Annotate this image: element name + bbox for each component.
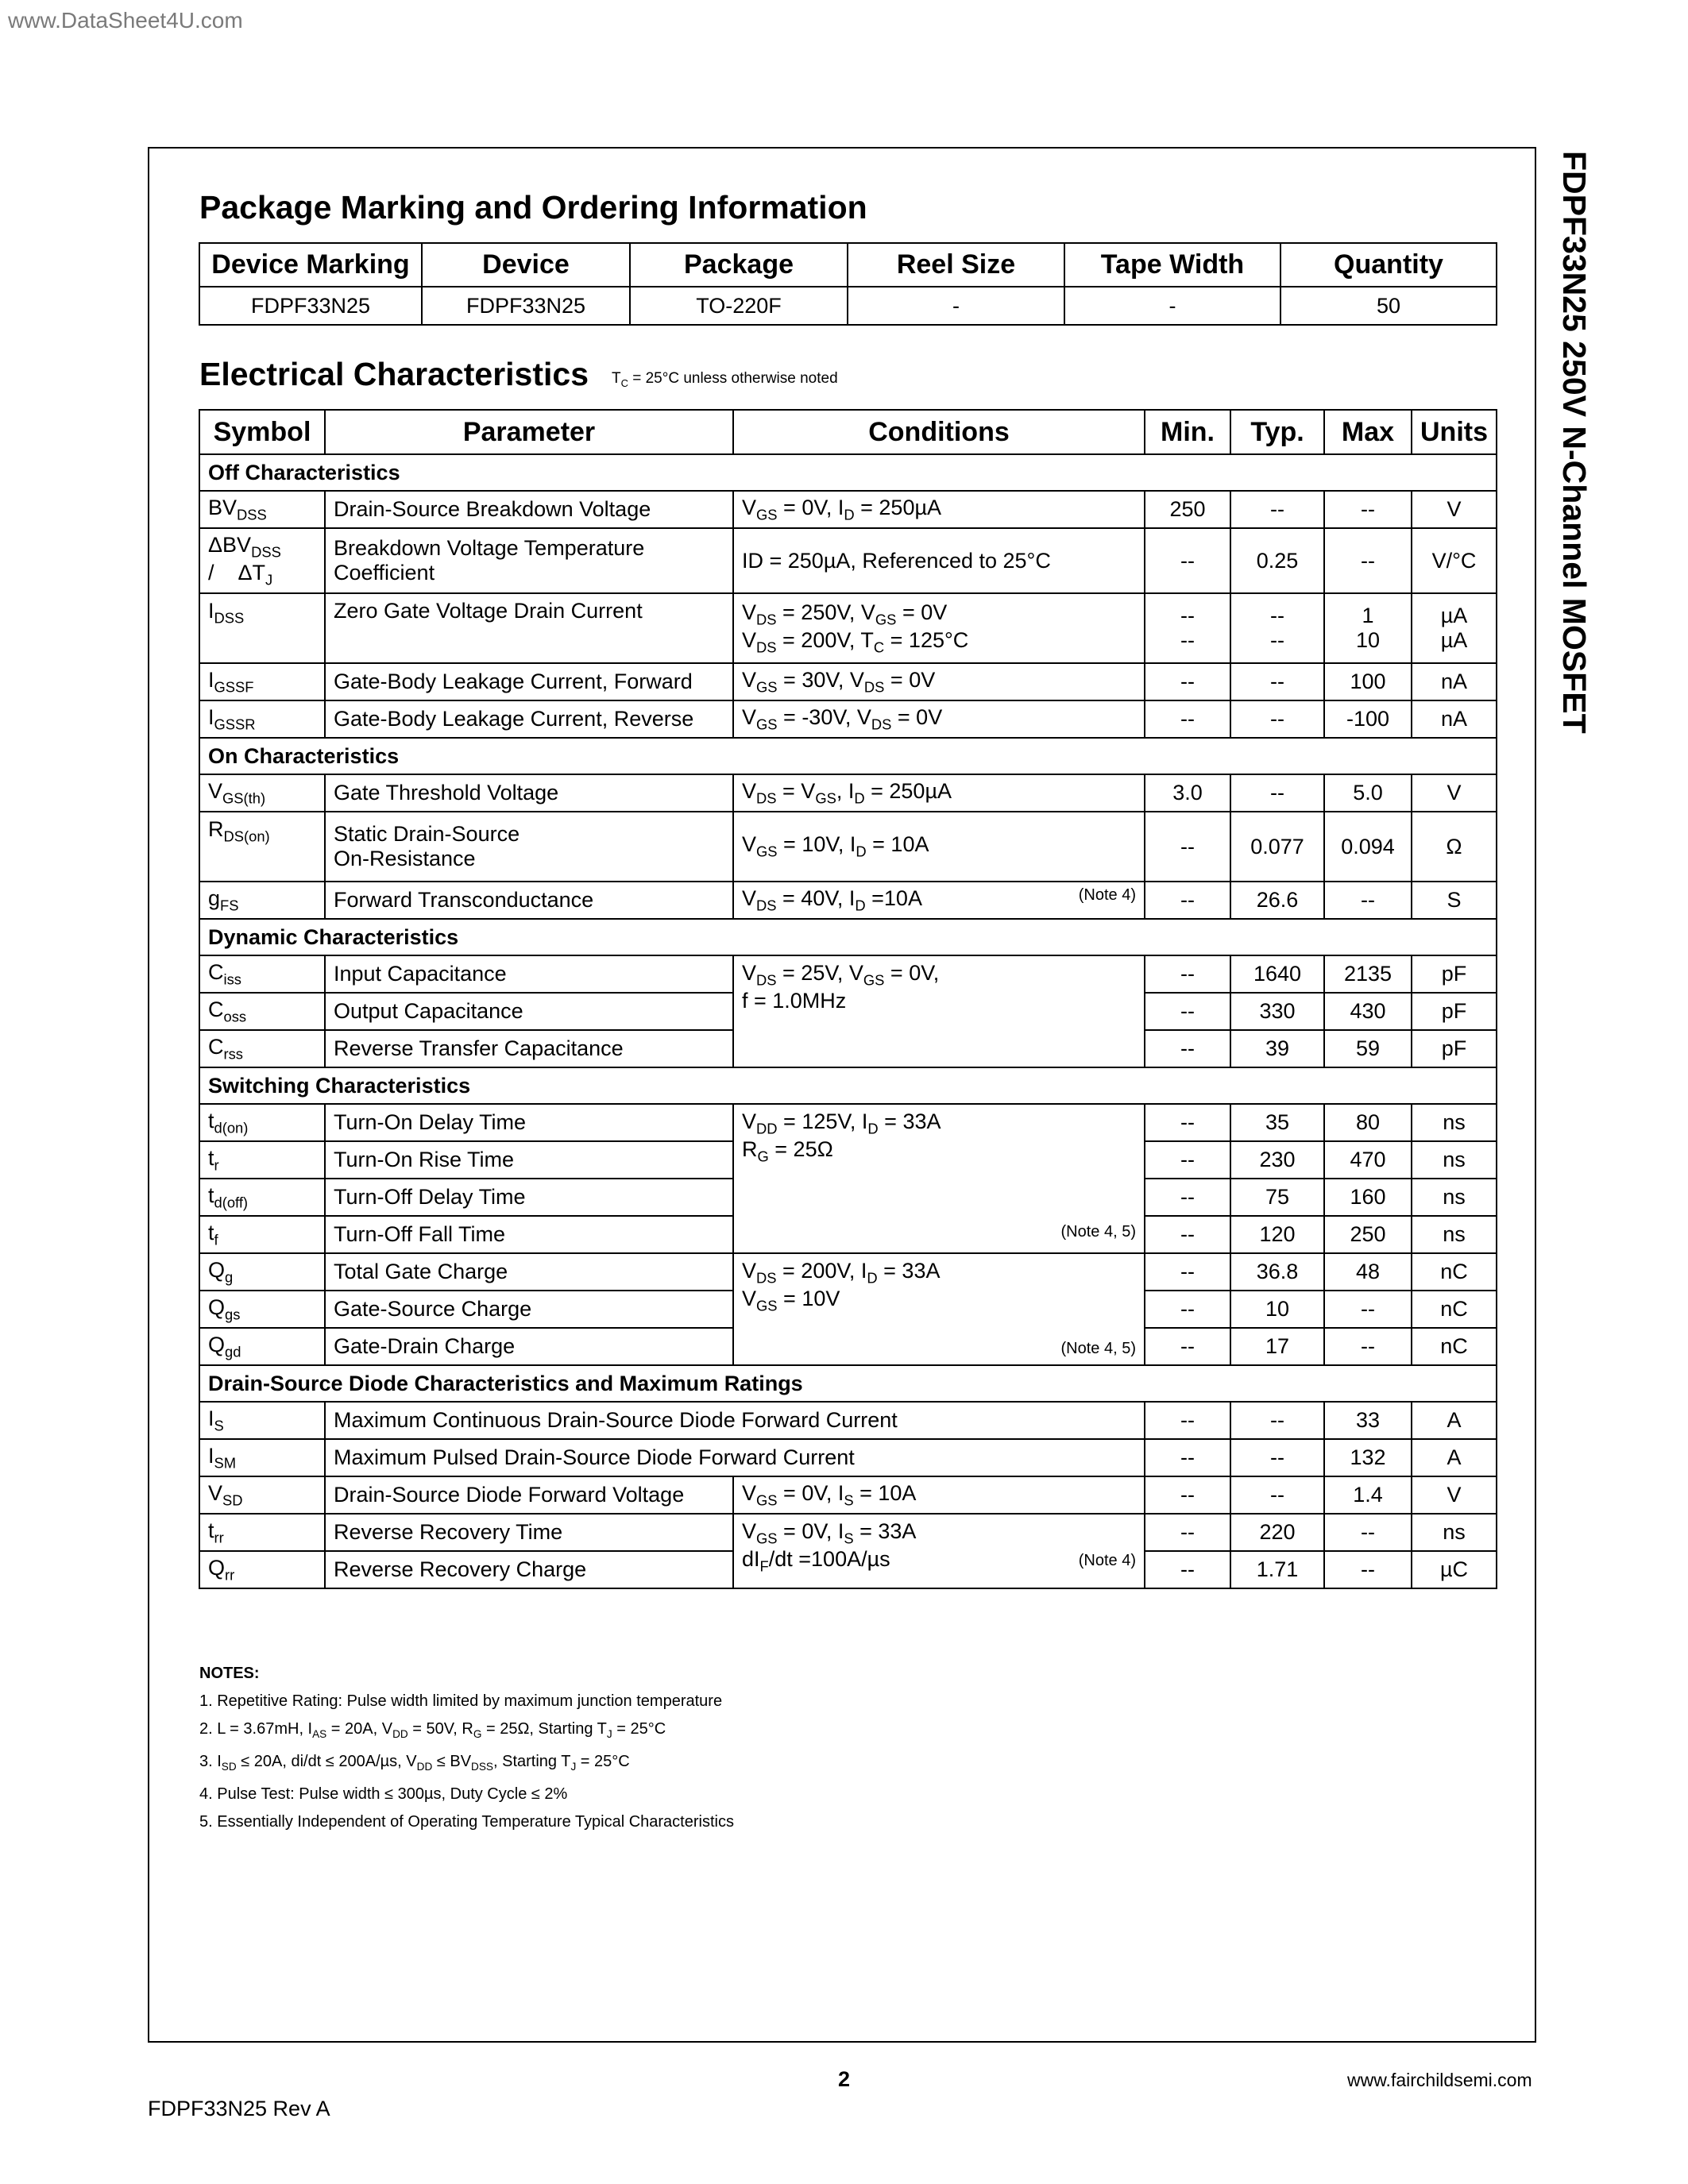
header-max: Max [1324, 410, 1412, 454]
max-qg: 48 [1324, 1253, 1412, 1291]
section-on: On Characteristics [199, 738, 1497, 774]
note-5: 5. Essentially Independent of Operating Temperature Typical Characteristics [199, 1813, 734, 1831]
symbol-coss: $C_{oss}$ [199, 993, 325, 1030]
max-idss: 1 10 [1324, 593, 1412, 663]
cond-gate-charge: $V_{DS} = 200V$, $I_D = 33A$ $V_{GS} = 10V$ (Note 4, 5) [733, 1253, 1145, 1365]
units-rdson: Ω [1412, 812, 1497, 882]
max-gfs: -- [1324, 882, 1412, 919]
cond-vgsth: $V_{DS} = V_{GS}$, $I_D = 250\mu A$ [733, 774, 1145, 812]
max-tr: 470 [1324, 1141, 1412, 1179]
min-gfs: -- [1145, 882, 1230, 919]
param-vsd: Drain-Source Diode Forward Voltage [325, 1476, 733, 1514]
table-row [199, 1402, 1497, 1439]
typ-ism: -- [1230, 1439, 1324, 1476]
max-qgd: -- [1324, 1328, 1412, 1365]
max-tdon: 80 [1324, 1104, 1412, 1141]
typ-coss: 330 [1230, 993, 1324, 1030]
max-dbv: -- [1324, 528, 1412, 593]
cond-recovery: $V_{GS} = 0V$, $I_S = 33A$ $dI_F/dt =100A/\mu s$ (Note 4) [733, 1514, 1145, 1588]
symbol-ciss: $C_{iss}$ [199, 955, 325, 993]
typ-tf: 120 [1230, 1216, 1324, 1253]
symbol-qrr: $Q_{rr}$ [199, 1551, 325, 1588]
symbol-idss: $I_{DSS}$ [199, 593, 325, 663]
param-dbv: Breakdown Voltage Temperature Coefficient [325, 528, 733, 593]
max-qrr: -- [1324, 1551, 1412, 1588]
max-rdson: 0.094 [1324, 812, 1412, 882]
min-is: -- [1145, 1402, 1230, 1439]
max-ism: 132 [1324, 1439, 1412, 1476]
max-vsd: 1.4 [1324, 1476, 1412, 1514]
min-dbv: -- [1145, 528, 1230, 593]
param-rdson: Static Drain-Source On-Resistance [325, 812, 733, 882]
header-min: Min. [1145, 410, 1230, 454]
symbol-tr: $t_r$ [199, 1141, 325, 1179]
cond-bvdss: $V_{GS} = 0V$, $I_D = 250\mu A$ [733, 491, 1145, 528]
max-igssr: -100 [1324, 700, 1412, 738]
units-is: A [1412, 1402, 1497, 1439]
symbol-bvdss: $BV_{DSS}$ [199, 491, 325, 528]
table-row [199, 1253, 1497, 1291]
typ-qgs: 10 [1230, 1291, 1324, 1328]
param-qgs: Gate-Source Charge [325, 1291, 733, 1328]
min-tr: -- [1145, 1141, 1230, 1179]
table-row [199, 812, 1497, 882]
min-qgs: -- [1145, 1291, 1230, 1328]
units-bvdss: V [1412, 491, 1497, 528]
min-tdoff: -- [1145, 1179, 1230, 1216]
table-row [199, 882, 1497, 919]
param-crss: Reverse Transfer Capacitance [325, 1030, 733, 1067]
table-row [199, 1104, 1497, 1141]
table-row [199, 1439, 1497, 1476]
symbol-rdson: $R_{DS(on)}$ [199, 812, 325, 882]
header-conditions: Conditions [733, 410, 1145, 454]
cond-vsd: $V_{GS} = 0V$, $I_S = 10A$ [733, 1476, 1145, 1514]
min-vgsth: 3.0 [1145, 774, 1230, 812]
typ-gfs: 26.6 [1230, 882, 1324, 919]
typ-vgsth: -- [1230, 774, 1324, 812]
min-qg: -- [1145, 1253, 1230, 1291]
min-crss: -- [1145, 1030, 1230, 1067]
typ-dbv: 0.25 [1230, 528, 1324, 593]
units-ciss: pF [1412, 955, 1497, 993]
table-row [199, 700, 1497, 738]
table-row [199, 663, 1497, 700]
units-trr: ns [1412, 1514, 1497, 1551]
min-bvdss: 250 [1145, 491, 1230, 528]
section-off: Off Characteristics [199, 454, 1497, 491]
units-tdon: ns [1412, 1104, 1497, 1141]
min-trr: -- [1145, 1514, 1230, 1551]
units-qgs: nC [1412, 1291, 1497, 1328]
electrical-condition-note: $T_C = 25^\circ C$ unless otherwise noted [612, 370, 838, 389]
table-row [199, 593, 1497, 663]
param-igssr: Gate-Body Leakage Current, Reverse [325, 700, 733, 738]
side-title: FDPF33N25 250V N-Channel MOSFET [1556, 151, 1593, 734]
page-number: 2 [838, 2067, 851, 2091]
units-vgsth: V [1412, 774, 1497, 812]
units-vsd: V [1412, 1476, 1497, 1514]
max-coss: 430 [1324, 993, 1412, 1030]
param-ciss: Input Capacitance [325, 955, 733, 993]
notes-title: NOTES: [199, 1665, 260, 1682]
electrical-header-row [199, 410, 1497, 454]
max-vgsth: 5.0 [1324, 774, 1412, 812]
section-dynamic: Dynamic Characteristics [199, 919, 1497, 955]
header-tape-width: Tape Width [1064, 243, 1280, 287]
min-qgd: -- [1145, 1328, 1230, 1365]
symbol-ism: $I_{SM}$ [199, 1439, 325, 1476]
section-diode: Drain-Source Diode Characteristics and Maximum Ratings [199, 1365, 1497, 1402]
package-table [199, 242, 1497, 326]
min-coss: -- [1145, 993, 1230, 1030]
max-igssf: 100 [1324, 663, 1412, 700]
typ-tdon: 35 [1230, 1104, 1324, 1141]
min-ism: -- [1145, 1439, 1230, 1476]
header-reel-size: Reel Size [848, 243, 1064, 287]
max-trr: -- [1324, 1514, 1412, 1551]
units-qg: nC [1412, 1253, 1497, 1291]
min-rdson: -- [1145, 812, 1230, 882]
symbol-vsd: $V_{SD}$ [199, 1476, 325, 1514]
param-tdoff: Turn-Off Delay Time [325, 1179, 733, 1216]
min-igssf: -- [1145, 663, 1230, 700]
package-header-row [199, 243, 1497, 287]
param-ism: Maximum Pulsed Drain-Source Diode Forward Current [325, 1439, 1145, 1476]
units-igssf: nA [1412, 663, 1497, 700]
electrical-section-title: Electrical Characteristics [199, 356, 589, 392]
note-3: 3. $I_{SD} \le 20A$, di/dt ≤ 200A/µs, $V_{DD} \le BV_{DSS}$, Starting $T_J = 25^\circ C$ [199, 1753, 630, 1773]
typ-rdson: 0.077 [1230, 812, 1324, 882]
typ-bvdss: -- [1230, 491, 1324, 528]
min-ciss: -- [1145, 955, 1230, 993]
note-4: 4. Pulse Test: Pulse width ≤ 300µs, Duty Cycle ≤ 2% [199, 1785, 568, 1803]
param-trr: Reverse Recovery Time [325, 1514, 733, 1551]
symbol-qgd: $Q_{gd}$ [199, 1328, 325, 1365]
param-qgd: Gate-Drain Charge [325, 1328, 733, 1365]
typ-ciss: 1640 [1230, 955, 1324, 993]
typ-trr: 220 [1230, 1514, 1324, 1551]
cond-capacitance: $V_{DS} = 25V$, $V_{GS} = 0V$, f = 1.0MHz [733, 955, 1145, 1067]
min-vsd: -- [1145, 1476, 1230, 1514]
param-qrr: Reverse Recovery Charge [325, 1551, 733, 1588]
notes-block [199, 1660, 734, 1836]
typ-qg: 36.8 [1230, 1253, 1324, 1291]
cell-device-marking: FDPF33N25 [199, 287, 422, 325]
min-idss: -- -- [1145, 593, 1230, 663]
symbol-igssf: $I_{GSSF}$ [199, 663, 325, 700]
note-2: 2. L = 3.67mH, $I_{AS} = 20A$, $V_{DD} = 50V$, $R_G = 25\Omega$, Starting $T_J = 25^\circ C$ [199, 1720, 666, 1740]
watermark-text[interactable]: www.DataSheet4U.com [8, 8, 243, 33]
header-symbol: Symbol [199, 410, 325, 454]
symbol-dbv: $\Delta BV_{DSS}$ / $\Delta T_J$ [199, 528, 325, 593]
param-qg: Total Gate Charge [325, 1253, 733, 1291]
table-row [199, 1476, 1497, 1514]
units-igssr: nA [1412, 700, 1497, 738]
units-dbv: V/°C [1412, 528, 1497, 593]
table-row [199, 1514, 1497, 1551]
cell-tape-width: - [1064, 287, 1280, 325]
cell-quantity: 50 [1280, 287, 1497, 325]
param-tr: Turn-On Rise Time [325, 1141, 733, 1179]
website-link[interactable]: www.fairchildsemi.com [1347, 2070, 1532, 2090]
symbol-tdoff: $t_{d(off)}$ [199, 1179, 325, 1216]
units-tdoff: ns [1412, 1179, 1497, 1216]
min-tdon: -- [1145, 1104, 1230, 1141]
header-units: Units [1412, 410, 1497, 454]
symbol-qgs: $Q_{gs}$ [199, 1291, 325, 1328]
package-section-title: Package Marking and Ordering Information [199, 189, 867, 226]
symbol-trr: $t_{rr}$ [199, 1514, 325, 1551]
table-row [199, 955, 1497, 993]
symbol-is: $I_S$ [199, 1402, 325, 1439]
units-ism: A [1412, 1439, 1497, 1476]
min-igssr: -- [1145, 700, 1230, 738]
units-gfs: S [1412, 882, 1497, 919]
header-typ: Typ. [1230, 410, 1324, 454]
note-1: 1. Repetitive Rating: Pulse width limited by maximum junction temperature [199, 1692, 723, 1710]
max-crss: 59 [1324, 1030, 1412, 1067]
cond-igssr: $V_{GS} = -30V$, $V_{DS} = 0V$ [733, 700, 1145, 738]
units-idss: µA µA [1412, 593, 1497, 663]
param-tdon: Turn-On Delay Time [325, 1104, 733, 1141]
typ-qgd: 17 [1230, 1328, 1324, 1365]
table-row [199, 491, 1497, 528]
cond-gfs: $V_{DS} = 40V$, $I_D =10A$ (Note 4) [733, 882, 1145, 919]
cond-idss: $V_{DS} = 250V$, $V_{GS} = 0V$ $V_{DS} = 200V$, $T_C = 125^\circ C$ [733, 593, 1145, 663]
cell-package: TO-220F [630, 287, 848, 325]
typ-tdoff: 75 [1230, 1179, 1324, 1216]
header-quantity: Quantity [1280, 243, 1497, 287]
package-data-row [199, 287, 1497, 325]
cell-reel-size: - [848, 287, 1064, 325]
symbol-vgsth: $V_{GS(th)}$ [199, 774, 325, 812]
typ-qrr: 1.71 [1230, 1551, 1324, 1588]
header-parameter: Parameter [325, 410, 733, 454]
max-bvdss: -- [1324, 491, 1412, 528]
typ-igssf: -- [1230, 663, 1324, 700]
revision-label: FDPF33N25 Rev A [148, 2097, 330, 2120]
units-qrr: µC [1412, 1551, 1497, 1588]
cond-igssf: $V_{GS} = 30V$, $V_{DS} = 0V$ [733, 663, 1145, 700]
param-vgsth: Gate Threshold Voltage [325, 774, 733, 812]
param-idss: Zero Gate Voltage Drain Current [325, 593, 733, 663]
param-is: Maximum Continuous Drain-Source Diode Forward Current [325, 1402, 1145, 1439]
typ-tr: 230 [1230, 1141, 1324, 1179]
symbol-tdon: $t_{d(on)}$ [199, 1104, 325, 1141]
units-qgd: nC [1412, 1328, 1497, 1365]
param-gfs: Forward Transconductance [325, 882, 733, 919]
min-tf: -- [1145, 1216, 1230, 1253]
symbol-gfs: $g_{FS}$ [199, 882, 325, 919]
symbol-igssr: $I_{GSSR}$ [199, 700, 325, 738]
cell-device: FDPF33N25 [422, 287, 630, 325]
units-crss: pF [1412, 1030, 1497, 1067]
typ-crss: 39 [1230, 1030, 1324, 1067]
header-device: Device [422, 243, 630, 287]
table-row [199, 774, 1497, 812]
cond-rdson: $V_{GS} = 10V$, $I_D = 10A$ [733, 812, 1145, 882]
symbol-tf: $t_f$ [199, 1216, 325, 1253]
table-row [199, 528, 1497, 593]
units-tr: ns [1412, 1141, 1497, 1179]
typ-vsd: -- [1230, 1476, 1324, 1514]
header-package: Package [630, 243, 848, 287]
max-ciss: 2135 [1324, 955, 1412, 993]
symbol-crss: $C_{rss}$ [199, 1030, 325, 1067]
max-qgs: -- [1324, 1291, 1412, 1328]
param-igssf: Gate-Body Leakage Current, Forward [325, 663, 733, 700]
max-tdoff: 160 [1324, 1179, 1412, 1216]
typ-igssr: -- [1230, 700, 1324, 738]
param-tf: Turn-Off Fall Time [325, 1216, 733, 1253]
typ-is: -- [1230, 1402, 1324, 1439]
units-coss: pF [1412, 993, 1497, 1030]
section-switching: Switching Characteristics [199, 1067, 1497, 1104]
min-qrr: -- [1145, 1551, 1230, 1588]
param-bvdss: Drain-Source Breakdown Voltage [325, 491, 733, 528]
max-tf: 250 [1324, 1216, 1412, 1253]
symbol-qg: $Q_g$ [199, 1253, 325, 1291]
param-coss: Output Capacitance [325, 993, 733, 1030]
cond-dbv: ID = 250µA, Referenced to 25°C [733, 528, 1145, 593]
electrical-table [199, 409, 1497, 1589]
typ-idss: -- -- [1230, 593, 1324, 663]
cond-switching: $V_{DD} = 125V$, $I_D = 33A$ $R_G = 25\Omega$ (Note 4, 5) [733, 1104, 1145, 1253]
header-device-marking: Device Marking [199, 243, 422, 287]
units-tf: ns [1412, 1216, 1497, 1253]
max-is: 33 [1324, 1402, 1412, 1439]
